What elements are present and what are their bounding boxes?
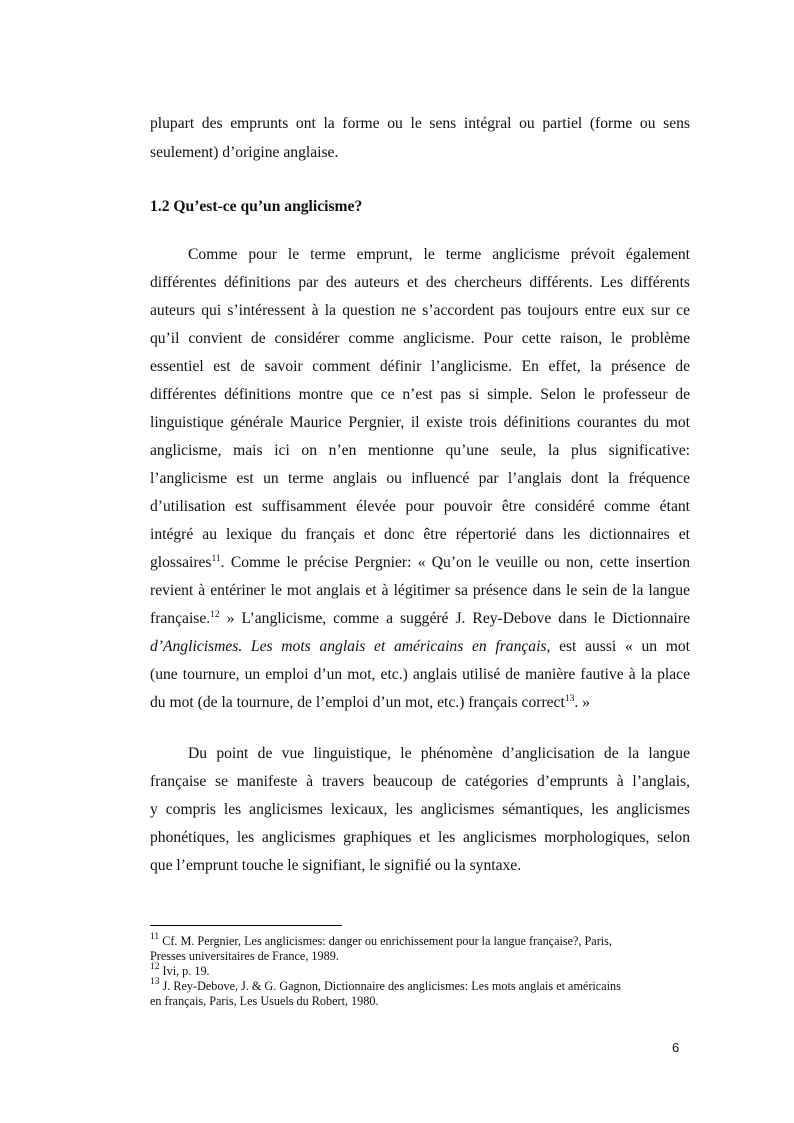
para1-line-15-text-b: , est aussi « un mot <box>546 638 690 655</box>
footnote-ref-13: 13 <box>564 694 575 704</box>
para2-line-5: que l’emprunt touche le signifiant, le signifié ou la syntaxe. <box>150 857 522 874</box>
footnote-ref-11: 11 <box>211 554 221 564</box>
para2-line-2: française se manifeste à travers beaucoup de catégories d’emprunts à l’anglais, <box>150 773 690 790</box>
para1-line-17-text-a: du mot (de la tournure, de l’emploi d’un mot, etc.) français correct <box>150 694 565 711</box>
footnote-13-line-2: en français, Paris, Les Usuels du Robert, 1980. <box>150 994 379 1008</box>
para2-line-4: phonétiques, les anglicismes graphiques et les anglicismes morphologiques, selon <box>150 829 690 846</box>
para1-line-1: Comme pour le terme emprunt, le terme anglicisme prévoit également <box>188 246 690 263</box>
footnote-13-number: 13 <box>150 977 160 987</box>
section-heading: 1.2 Qu’est-ce qu’un anglicisme? <box>150 198 363 215</box>
para1-line-16: (une tournure, un emploi d’un mot, etc.) anglais utilisé de manière fautive à la place <box>150 666 690 683</box>
para1-line-14-text-a: française. <box>150 610 211 627</box>
para1-line-15 <box>150 637 690 657</box>
footnote-11-line-1 <box>150 934 690 948</box>
para1-line-12-text-b: . Comme le précise Pergnier: « Qu’on le veuille ou non, cette insertion <box>220 554 690 571</box>
para1-line-17 <box>150 693 690 713</box>
para1-line-6: différentes définitions montre que ce n’est pas si simple. Selon le professeur de <box>150 386 690 403</box>
dictionary-title-italic: d’Anglicismes. Les mots anglais et américains en français <box>150 638 547 655</box>
para2-line-3: y compris les anglicismes lexicaux, les anglicismes sémantiques, les anglicismes <box>150 801 690 818</box>
footnote-13-line-1 <box>150 979 690 993</box>
footnote-12-number: 12 <box>150 962 160 972</box>
para1-line-2: différentes définitions par des auteurs et des chercheurs différents. Les différents <box>150 274 690 291</box>
para1-line-10: d’utilisation est suffisamment élevée pour pouvoir être considéré comme étant <box>150 498 690 515</box>
para1-line-14 <box>150 609 690 629</box>
para1-line-5: essentiel est de savoir comment définir l’anglicisme. En effet, la présence de <box>150 358 690 375</box>
para1-line-7: linguistique générale Maurice Pergnier, il existe trois définitions courantes du mot <box>150 414 690 431</box>
para1-line-4: qu’il convient de considérer comme anglicisme. Pour cette raison, le problème <box>150 330 690 347</box>
intro-line-1: plupart des emprunts ont la forme ou le sens intégral ou partiel (forme ou sens <box>150 115 690 132</box>
para2-line-1: Du point de vue linguistique, le phénomène d’anglicisation de la langue <box>188 745 690 762</box>
footnote-11-line-2: Presses universitaires de France, 1989. <box>150 949 339 963</box>
para1-line-14-text-b: » L’anglicisme, comme a suggéré J. Rey-Debove dans le Dictionnaire <box>219 610 690 627</box>
para1-line-3: auteurs qui s’intéressent à la question ne s’accordent pas toujours entre eux sur ce <box>150 302 690 319</box>
page-number: 6 <box>672 1040 680 1055</box>
footnote-separator <box>150 925 342 926</box>
para1-line-17-text-b: . » <box>574 694 590 711</box>
para1-line-13: revient à entériner le mot anglais et à légitimer sa présence dans le sein de la langue <box>150 582 690 599</box>
para1-line-9: l’anglicisme est un terme anglais ou influencé par l’anglais dont la fréquence <box>150 470 690 487</box>
para1-line-8: anglicisme, mais ici on n’en mentionne qu’une seule, la plus significative: <box>150 442 690 459</box>
footnote-13-text-1: J. Rey-Debove, J. & G. Gagnon, Dictionnaire des anglicismes: Les mots anglais et américains <box>159 979 621 993</box>
para1-line-12-text-a: glossaires <box>150 554 212 571</box>
footnote-ref-12: 12 <box>210 610 220 620</box>
footnote-11-text-1: Cf. M. Pergnier, Les anglicismes: danger ou enrichissement pour la langue française?, Paris, <box>159 934 612 948</box>
para1-line-12 <box>150 553 690 573</box>
footnote-11-number: 11 <box>150 932 160 942</box>
para1-line-11: intégré au lexique du français et donc être répertorié dans les dictionnaires et <box>150 526 690 543</box>
footnote-12 <box>150 964 690 978</box>
footnote-12-text: Ivi, p. 19. <box>159 964 210 978</box>
intro-line-2: seulement) d’origine anglaise. <box>150 144 339 161</box>
